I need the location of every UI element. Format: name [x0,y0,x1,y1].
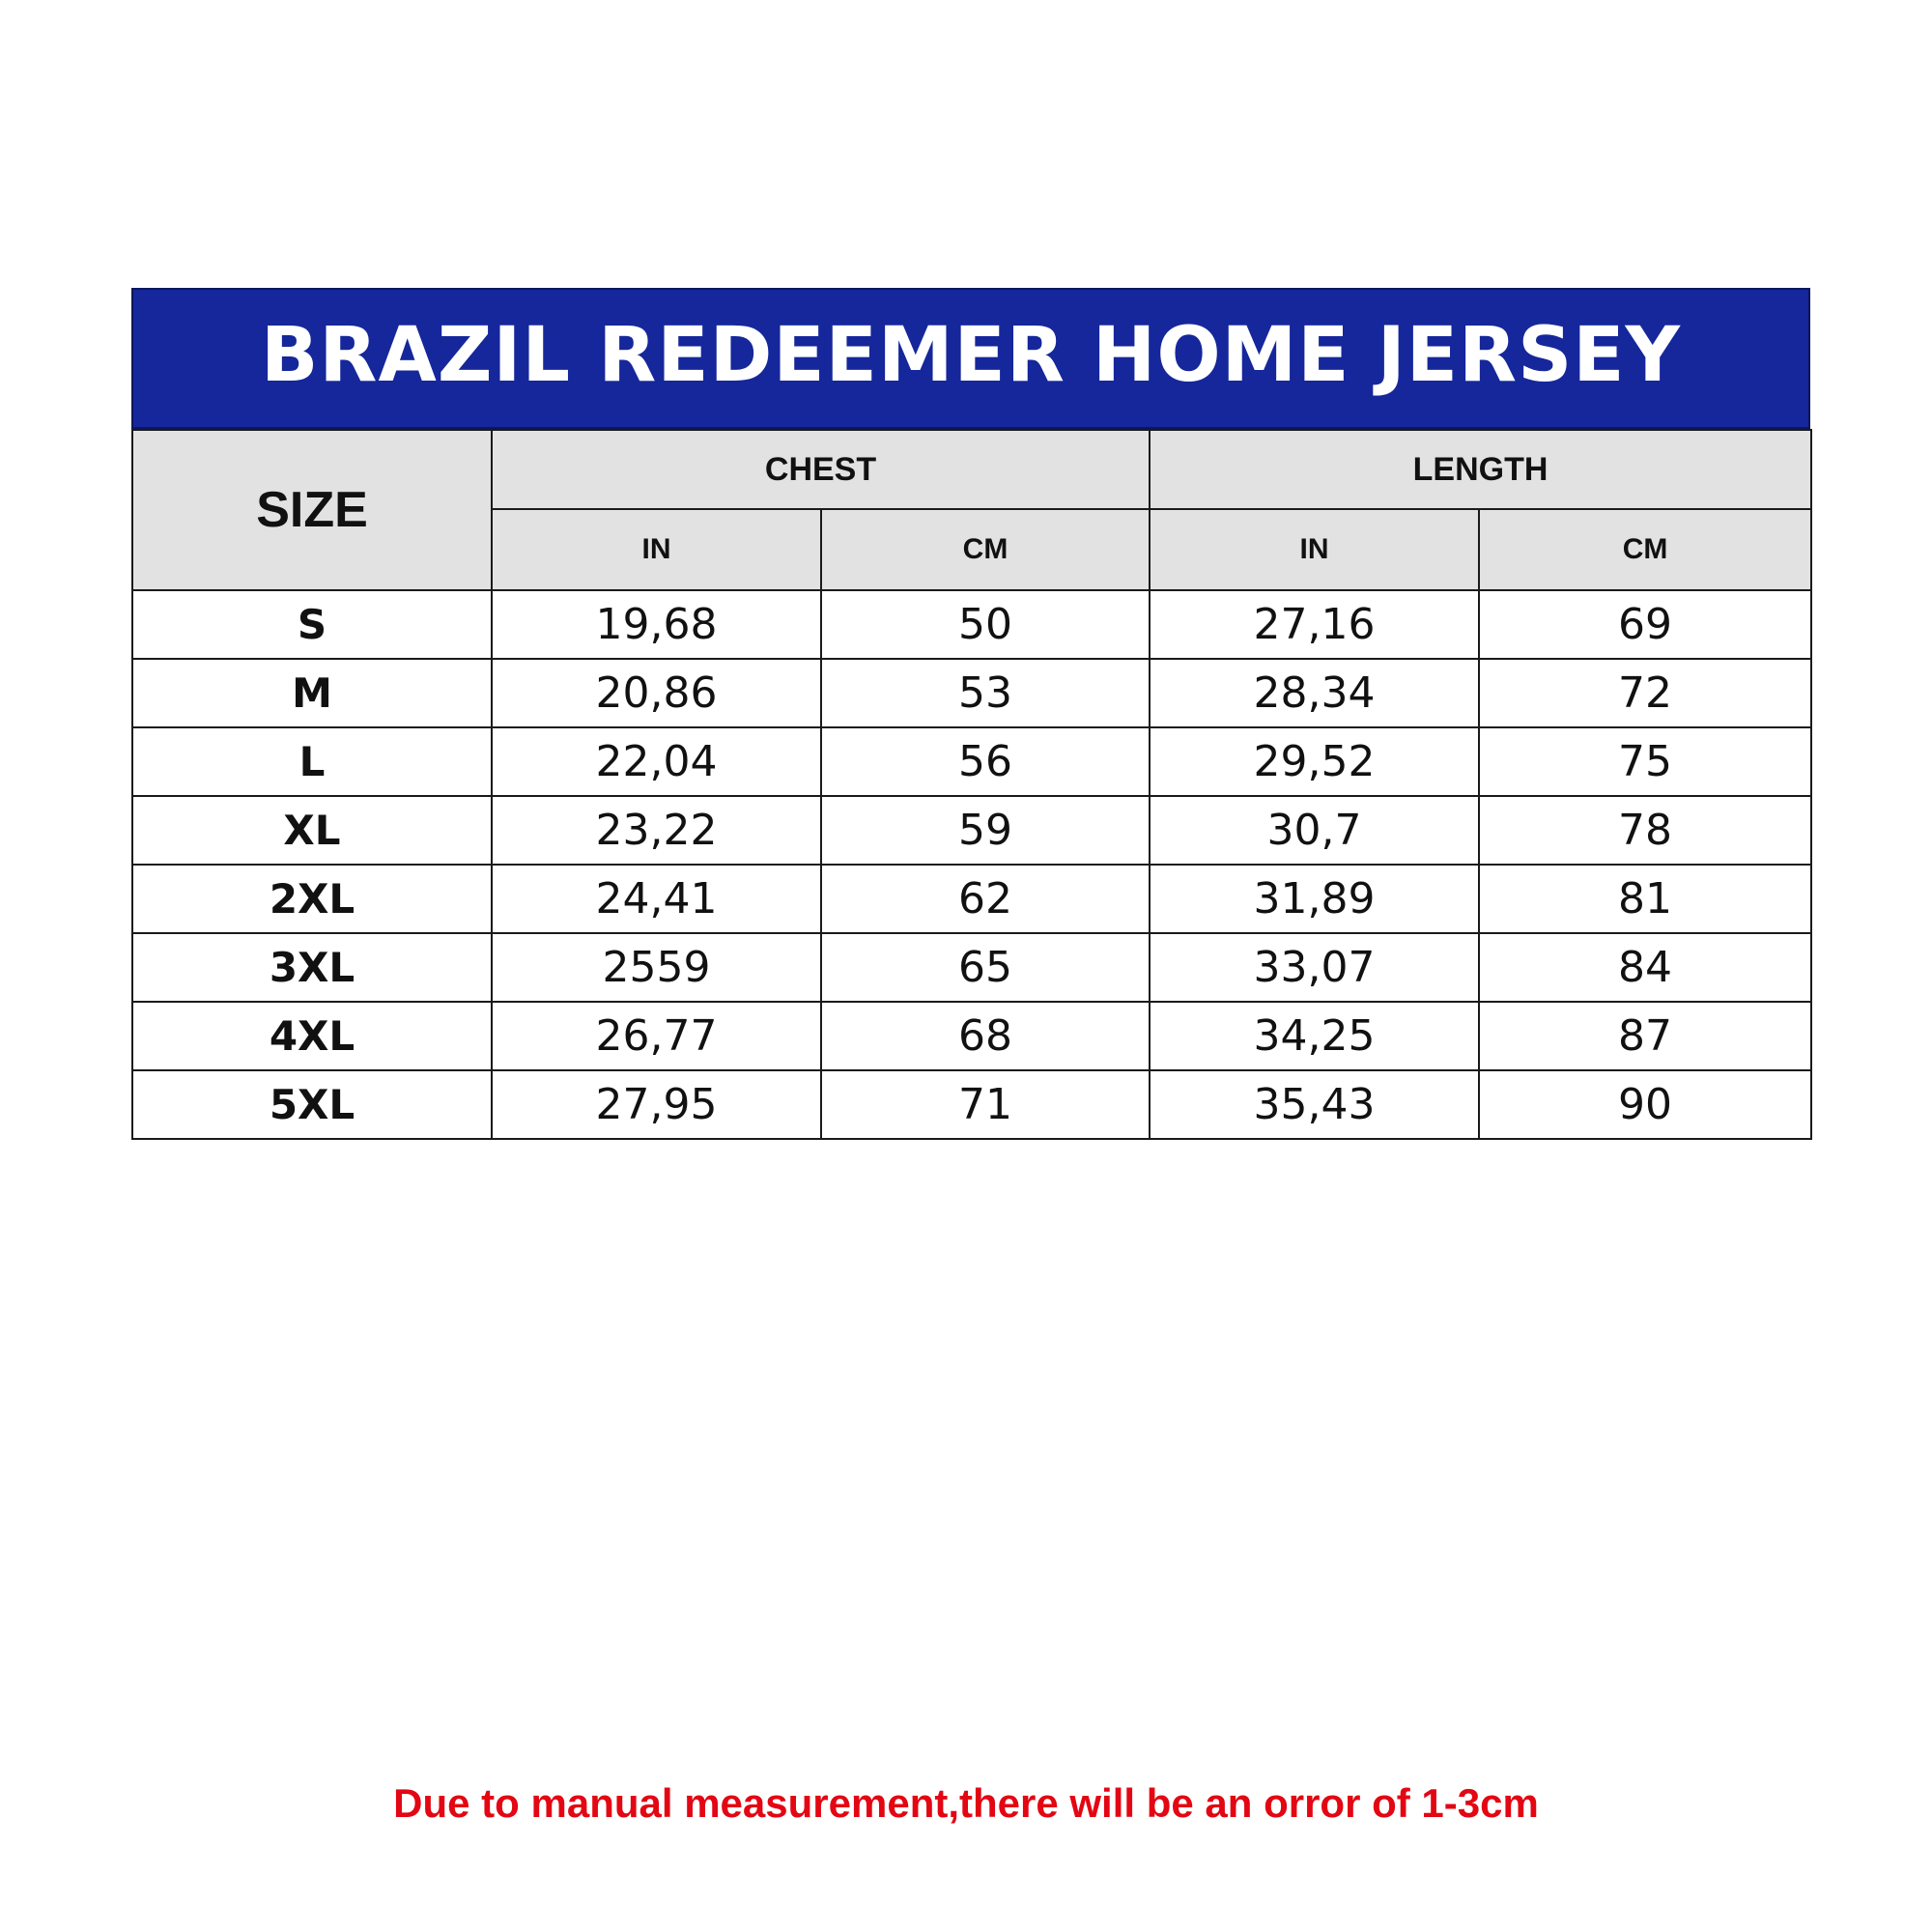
chest-in-cell: 24,41 [492,865,821,933]
table-row [132,659,1811,727]
chest-in-cell: 2559 [492,933,821,1002]
table-row [132,865,1811,933]
length-cm-header: CM [1479,509,1811,590]
table-row [132,1070,1811,1139]
length-cm-cell: 87 [1479,1002,1811,1070]
chest-cm-header: CM [821,509,1150,590]
chest-cm-cell: 53 [821,659,1150,727]
length-cm-cell: 90 [1479,1070,1811,1139]
length-in-cell: 34,25 [1150,1002,1479,1070]
header-row-groups [132,430,1811,509]
size-cell: L [132,727,492,796]
length-cm-cell: 81 [1479,865,1811,933]
length-in-cell: 31,89 [1150,865,1479,933]
length-in-cell: 29,52 [1150,727,1479,796]
size-cell: M [132,659,492,727]
table-row [132,796,1811,865]
chest-cm-cell: 59 [821,796,1150,865]
size-header: SIZE [132,430,492,590]
measurement-note: Due to manual measurement,there will be an orror of 1-3cm [393,1780,1539,1826]
chest-in-cell: 22,04 [492,727,821,796]
chest-in-cell: 23,22 [492,796,821,865]
chest-cm-cell: 71 [821,1070,1150,1139]
size-cell: XL [132,796,492,865]
length-cm-cell: 78 [1479,796,1811,865]
size-cell: 3XL [132,933,492,1002]
chest-in-cell: 19,68 [492,590,821,659]
length-cm-cell: 72 [1479,659,1811,727]
table-row [132,590,1811,659]
table-row [132,727,1811,796]
length-cm-cell: 84 [1479,933,1811,1002]
size-chart [131,288,1810,1140]
chest-in-cell: 26,77 [492,1002,821,1070]
size-cell: 4XL [132,1002,492,1070]
chest-cm-cell: 50 [821,590,1150,659]
length-header: LENGTH [1150,430,1811,509]
chest-in-cell: 20,86 [492,659,821,727]
chest-cm-cell: 68 [821,1002,1150,1070]
length-in-cell: 28,34 [1150,659,1479,727]
chart-title: BRAZIL REDEEMER HOME JERSEY [260,312,1682,399]
size-table [131,429,1812,1140]
chest-cm-cell: 62 [821,865,1150,933]
table-row [132,1002,1811,1070]
size-cell: S [132,590,492,659]
title-bar [131,288,1810,429]
length-cm-cell: 69 [1479,590,1811,659]
chest-cm-cell: 65 [821,933,1150,1002]
chest-in-cell: 27,95 [492,1070,821,1139]
length-in-cell: 27,16 [1150,590,1479,659]
length-in-cell: 30,7 [1150,796,1479,865]
table-row [132,933,1811,1002]
chest-header: CHEST [492,430,1150,509]
chest-in-header: IN [492,509,821,590]
length-in-header: IN [1150,509,1479,590]
length-in-cell: 33,07 [1150,933,1479,1002]
chest-cm-cell: 56 [821,727,1150,796]
length-cm-cell: 75 [1479,727,1811,796]
size-cell: 2XL [132,865,492,933]
length-in-cell: 35,43 [1150,1070,1479,1139]
size-cell: 5XL [132,1070,492,1139]
